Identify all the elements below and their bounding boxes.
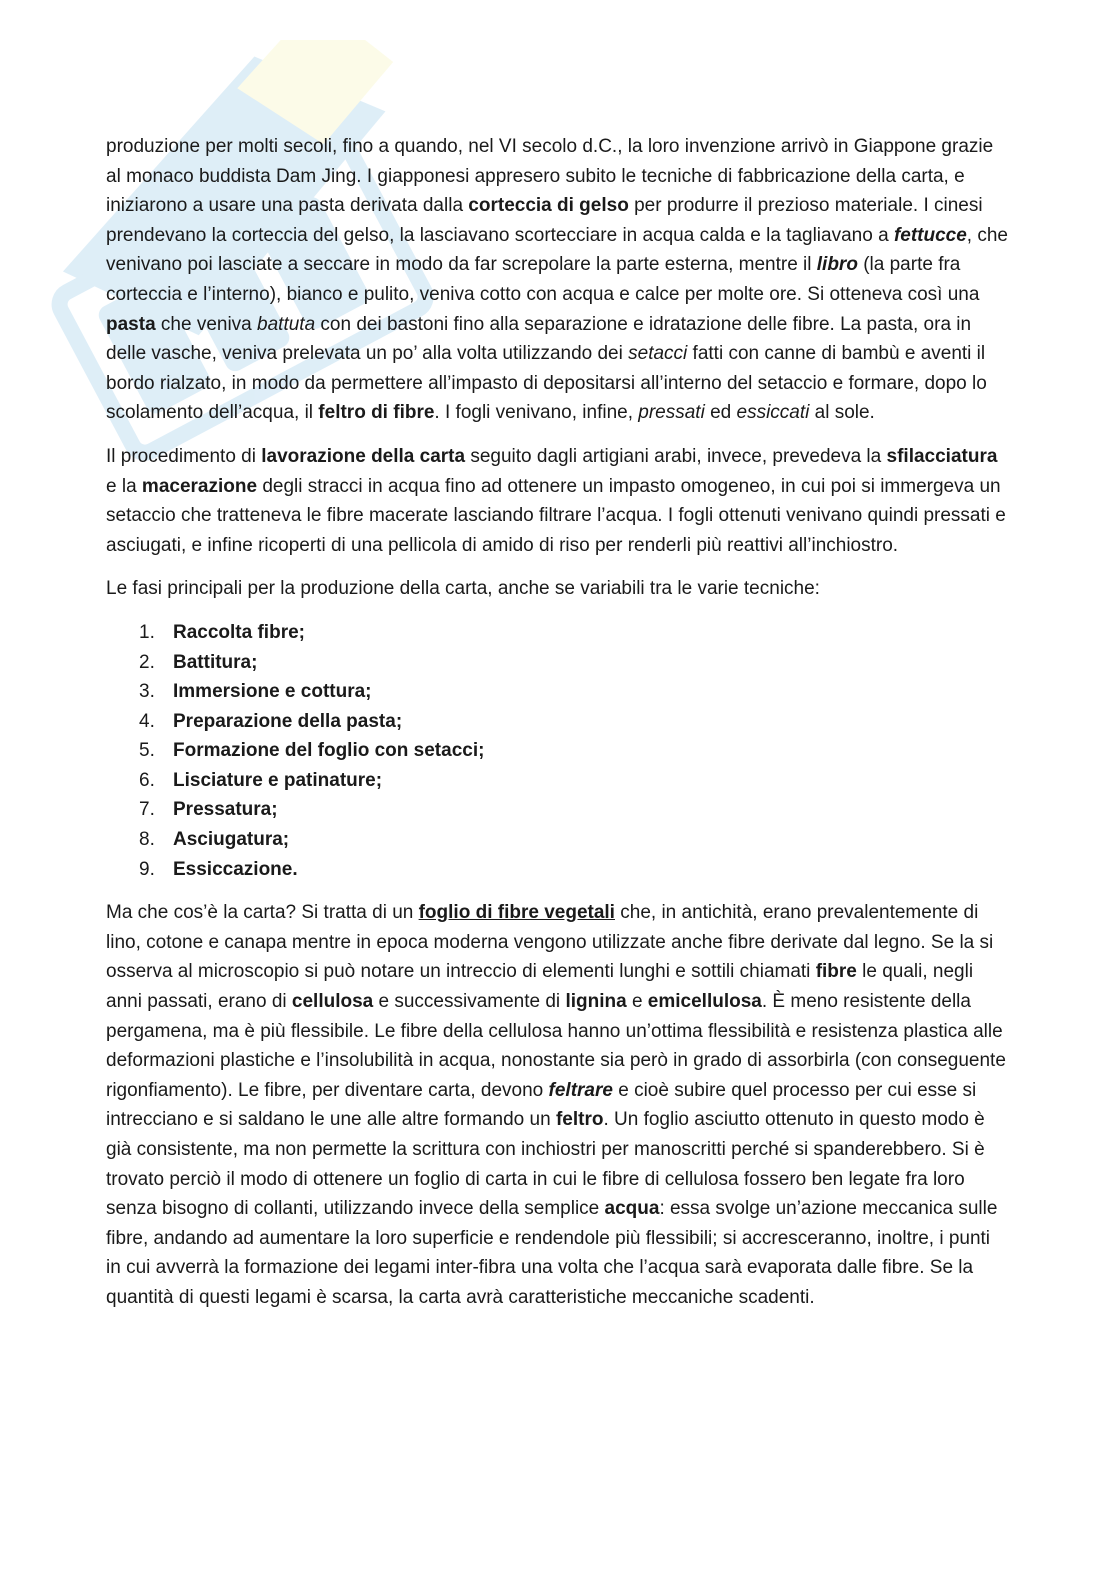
list-item: 4. Preparazione della pasta; [139, 710, 403, 732]
paragraph-arab-process: Il procedimento di lavorazione della carta seguito dagli artigiani arabi, invece, prevedeva la sfilacciatura e la macerazione degli stracci in acqua fino ad ottenere un impasto omogeneo, in cui poi si immergeva un setaccio che tratteneva le fibre macerate lasciando filtrare l’acqua. I fogli ottenuti venivano quindi pressati e asciugati, e infine ricoperti di una pellicola di amido di riso per renderli più reattivi all’inchiostro. [106, 445, 1006, 556]
list-item: 7. Pressatura; [139, 799, 278, 821]
document-body [106, 132, 1010, 1327]
production-steps-list [106, 618, 1010, 884]
list-item: 1. Raccolta fibre; [139, 621, 305, 643]
paragraph-what-is-paper: Ma che cos’è la carta? Si tratta di un foglio di fibre vegetali che, in antichità, erano prevalentemente di lino, cotone e canapa mentre in epoca moderna vengono utilizzate anche fibre derivate dal legno. Se la si osserva al microscopio si può notare un intreccio di elementi lunghi e sottili chiamati fibre le quali, negli anni passati, erano di cellulosa e successivamente di lignina e emicellulosa. È meno resistente della pergamena, ma è più flessibile. Le fibre della cellulosa hanno un’ottima flessibilità e resistenza plastica alle deformazioni plastiche e l’insolubilità in acqua, nonostante sia però in grado di assorbirla (con conseguente rigonfiamento). Le fibre, per diventare carta, devono feltrare e cioè subire quel processo per cui esse si intrecciano e si saldano le une alle altre formando un feltro. Un foglio asciutto ottenuto in questo modo è già consistente, ma non permette la scrittura con inchiostri per manoscritti perché si spanderebbero. Si è trovato perciò il modo di ottenere un foglio di carta in cui le fibre di cellulosa fossero ben legate fra loro senza bisogno di collanti, utilizzando invece della semplice acqua: essa svolge un’azione meccanica sulle fibre, andando ad aumentare la loro superficie e rendendole più flessibili; si accresceranno, inoltre, i punti in cui avverrà la formazione dei legami inter-fibra una volta che l’acqua sarà evaporata dalle fibre. Se la quantità di questi legami è scarsa, la carta avrà caratteristiche meccaniche scadenti. [106, 902, 1006, 1308]
list-item: 3. Immersione e cottura; [139, 681, 372, 703]
list-item: 6. Lisciature e patinature; [139, 769, 383, 791]
list-intro: Le fasi principali per la produzione della carta, anche se variabili tra le varie tecniche: [106, 578, 820, 600]
list-item: 8. Asciugatura; [139, 829, 290, 851]
list-item: 9. Essiccazione. [139, 858, 298, 880]
paragraph-chinese-japanese-process: produzione per molti secoli, fino a quando, nel VI secolo d.C., la loro invenzione arrivò in Giappone grazie al monaco buddista Dam Jing. I giapponesi appresero subito le tecniche di fabbricazione della carta, e iniziarono a usare una pasta derivata dalla corteccia di gelso per produrre il prezioso materiale. I cinesi prendevano la corteccia del gelso, la lasciavano scortecciare in acqua calda e la tagliavano a fettucce, che venivano poi lasciate a seccare in modo da far screpolare la parte esterna, mentre il libro (la parte fra corteccia e l’interno), bianco e pulito, veniva cotto con acqua e calce per molte ore. Si otteneva così una pasta che veniva battuta con dei bastoni fino alla separazione e idratazione delle fibre. La pasta, ora in delle vasche, veniva prelevata un po’ alla volta utilizzando dei setacci fatti con canne di bambù e aventi il bordo rialzato, in modo da permettere all’impasto di depositarsi all’interno del setaccio e formare, dopo lo scolamento dell’acqua, il feltro di fibre. I fogli venivano, infine, pressati ed essiccati al sole. [106, 136, 1008, 424]
list-item: 2. Battitura; [139, 651, 258, 673]
list-item: 5. Formazione del foglio con setacci; [139, 740, 485, 762]
